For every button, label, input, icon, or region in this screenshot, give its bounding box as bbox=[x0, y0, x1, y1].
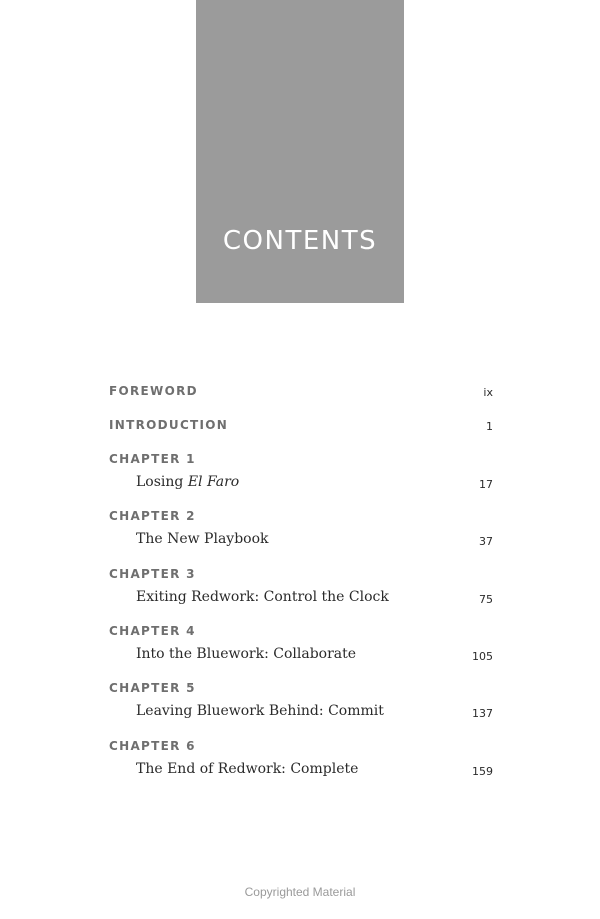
toc-heading: CHAPTER 6 bbox=[109, 739, 196, 753]
toc-page-number: 159 bbox=[472, 765, 493, 778]
toc-chapter-title: Into the Bluework: Collaborate bbox=[136, 646, 357, 662]
toc-heading: CHAPTER 2 bbox=[109, 509, 196, 523]
toc-heading: CHAPTER 4 bbox=[109, 624, 196, 638]
toc-page-number: 105 bbox=[472, 650, 493, 663]
toc-chapter-title: Exiting Redwork: Control the Clock bbox=[136, 589, 389, 605]
toc-heading: CHAPTER 3 bbox=[109, 567, 196, 581]
toc-page-number: 37 bbox=[479, 535, 493, 548]
toc-heading: FOREWORD bbox=[109, 384, 198, 398]
toc-page-number: 1 bbox=[486, 420, 493, 433]
toc-page-number: 75 bbox=[479, 593, 493, 606]
toc-chapter-title: Losing El Faro bbox=[136, 474, 240, 490]
toc-page-number: ix bbox=[483, 386, 493, 399]
toc-heading: CHAPTER 5 bbox=[109, 681, 196, 695]
copyright-watermark-bottom: Copyrighted Material bbox=[244, 885, 356, 899]
table-of-contents bbox=[109, 0, 493, 919]
toc-heading: CHAPTER 1 bbox=[109, 452, 196, 466]
toc-heading: INTRODUCTION bbox=[109, 418, 229, 432]
toc-chapter-title: The End of Redwork: Complete bbox=[136, 761, 359, 777]
toc-page-number: 17 bbox=[479, 478, 493, 491]
toc-chapter-title: Leaving Bluework Behind: Commit bbox=[136, 703, 384, 719]
toc-page-number: 137 bbox=[472, 707, 493, 720]
page-title: CONTENTS bbox=[222, 226, 378, 256]
toc-chapter-title: The New Playbook bbox=[136, 531, 269, 547]
